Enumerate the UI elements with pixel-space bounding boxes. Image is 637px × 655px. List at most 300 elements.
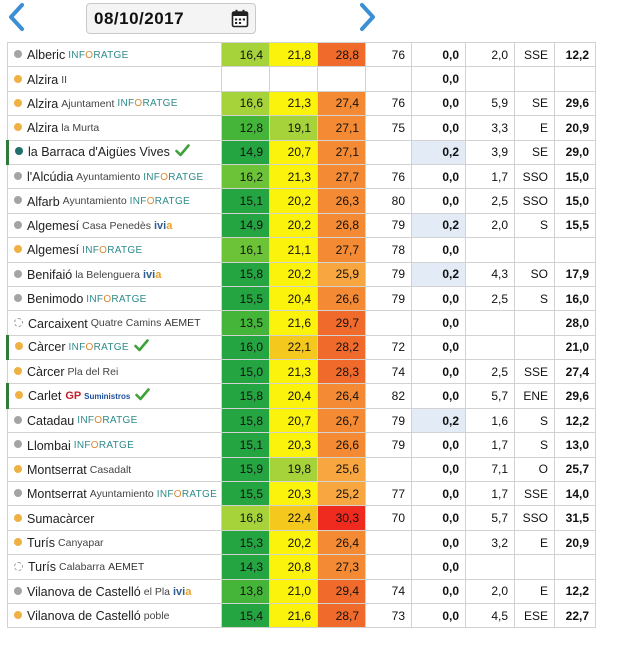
- tmin-cell: 15,1: [222, 189, 270, 213]
- wind-direction-cell: SSO: [515, 189, 555, 213]
- inforatge-logo: INFORATGE: [129, 195, 190, 207]
- tmin-cell: 14,3: [222, 555, 270, 579]
- wind-direction-cell: O: [515, 457, 555, 481]
- wind-gust-cell: 31,5: [555, 506, 596, 530]
- station-location: Casadalt: [89, 463, 132, 476]
- stations-table: [6, 42, 596, 628]
- tmin-cell: 15,3: [222, 530, 270, 554]
- station-name-cell[interactable]: [8, 555, 222, 579]
- wind-direction-cell: SSE: [515, 360, 555, 384]
- wind-direction-cell: SE: [515, 91, 555, 115]
- ivia-logo: ivia: [173, 585, 192, 598]
- table-row[interactable]: [8, 506, 596, 530]
- humidity-cell: 73: [366, 603, 412, 627]
- wind-speed-cell: 5,7: [466, 506, 515, 530]
- wind-speed-cell: 2,5: [466, 360, 515, 384]
- rain-cell: 0,0: [412, 91, 466, 115]
- wind-speed-cell: 2,5: [466, 189, 515, 213]
- station-name: Turís: [27, 535, 56, 550]
- tmax-cell: 29,4: [318, 579, 366, 603]
- status-dot-icon: [15, 342, 23, 350]
- station-name: Turís: [28, 560, 57, 575]
- tavg-cell: 20,4: [270, 286, 318, 310]
- station-name-cell[interactable]: [8, 189, 222, 213]
- humidity-cell: 78: [366, 238, 412, 262]
- station-location: el Pla: [143, 585, 170, 598]
- humidity-cell: 79: [366, 286, 412, 310]
- wind-speed-cell: 5,7: [466, 384, 515, 408]
- wind-speed-cell: 3,2: [466, 530, 515, 554]
- rain-cell: 0,2: [412, 262, 466, 286]
- rain-cell: 0,2: [412, 140, 466, 164]
- status-dot-icon: [14, 562, 23, 571]
- rain-cell: 0,0: [412, 603, 466, 627]
- station-name-cell[interactable]: [8, 140, 222, 164]
- tmin-cell: 13,5: [222, 311, 270, 335]
- station-name-cell[interactable]: [8, 335, 222, 359]
- tavg-cell: [270, 67, 318, 91]
- station-name: Vilanova de Castelló: [27, 609, 141, 624]
- wind-gust-cell: 20,9: [555, 530, 596, 554]
- tmin-cell: 13,8: [222, 579, 270, 603]
- wind-speed-cell: [466, 67, 515, 91]
- station-name: Llombai: [27, 438, 71, 453]
- wind-gust-cell: 20,9: [555, 116, 596, 140]
- wind-speed-cell: 1,7: [466, 433, 515, 457]
- station-name-cell[interactable]: [8, 579, 222, 603]
- station-name-cell[interactable]: [8, 213, 222, 237]
- station-name-cell[interactable]: [8, 91, 222, 115]
- date-value: 08/10/2017: [94, 8, 185, 28]
- wind-direction-cell: [515, 238, 555, 262]
- status-dot-icon: [14, 587, 22, 595]
- table-row[interactable]: [8, 457, 596, 481]
- tavg-cell: 21,3: [270, 164, 318, 188]
- wind-direction-cell: E: [515, 116, 555, 140]
- table-row[interactable]: [8, 91, 596, 115]
- tmax-cell: 28,8: [318, 43, 366, 67]
- ivia-logo: ivia: [143, 268, 162, 281]
- wind-speed-cell: 1,7: [466, 482, 515, 506]
- wind-gust-cell: 15,0: [555, 164, 596, 188]
- humidity-cell: 77: [366, 482, 412, 506]
- station-name-cell[interactable]: [8, 603, 222, 627]
- wind-speed-cell: 3,3: [466, 116, 515, 140]
- date-toolbar: [0, 0, 637, 40]
- wind-direction-cell: [515, 311, 555, 335]
- table-row[interactable]: [8, 43, 596, 67]
- rain-cell: 0,0: [412, 238, 466, 262]
- tmin-cell: 15,8: [222, 408, 270, 432]
- tavg-cell: 22,1: [270, 335, 318, 359]
- status-dot-icon: [14, 50, 22, 58]
- humidity-cell: 70: [366, 506, 412, 530]
- tmin-cell: 15,0: [222, 360, 270, 384]
- table-row[interactable]: [8, 238, 596, 262]
- wind-direction-cell: SE: [515, 140, 555, 164]
- wind-gust-cell: 13,0: [555, 433, 596, 457]
- station-location: Canyapar: [58, 536, 104, 549]
- wind-direction-cell: S: [515, 213, 555, 237]
- tavg-cell: 19,1: [270, 116, 318, 140]
- tmin-cell: 16,4: [222, 43, 270, 67]
- tavg-cell: 20,8: [270, 555, 318, 579]
- station-name-cell[interactable]: [8, 311, 222, 335]
- status-dot-icon: [14, 196, 22, 204]
- humidity-cell: [366, 457, 412, 481]
- check-icon: [134, 339, 149, 355]
- tavg-cell: 21,1: [270, 238, 318, 262]
- station-name-cell[interactable]: [8, 116, 222, 140]
- tmax-cell: 26,4: [318, 530, 366, 554]
- tavg-cell: 20,7: [270, 408, 318, 432]
- table-row[interactable]: [8, 603, 596, 627]
- next-day-button[interactable]: [354, 2, 380, 32]
- inforatge-logo: INFORATGE: [68, 49, 129, 61]
- station-name-cell[interactable]: [8, 262, 222, 286]
- wind-direction-cell: SO: [515, 262, 555, 286]
- status-dot-icon: [14, 416, 22, 424]
- wind-gust-cell: [555, 555, 596, 579]
- wind-direction-cell: ENE: [515, 384, 555, 408]
- rain-cell: 0,0: [412, 164, 466, 188]
- chevron-left-icon: [7, 2, 27, 32]
- humidity-cell: 79: [366, 408, 412, 432]
- status-dot-icon: [14, 123, 22, 131]
- wind-speed-cell: 4,5: [466, 603, 515, 627]
- wind-gust-cell: 15,0: [555, 189, 596, 213]
- wind-speed-cell: [466, 311, 515, 335]
- calendar-icon[interactable]: [231, 9, 249, 33]
- tmin-cell: 15,1: [222, 433, 270, 457]
- humidity-cell: 76: [366, 43, 412, 67]
- wind-speed-cell: 2,0: [466, 579, 515, 603]
- previous-day-button[interactable]: [4, 2, 30, 32]
- aemet-logo: AEMET: [108, 561, 145, 574]
- station-name-cell[interactable]: [8, 164, 222, 188]
- station-name: Montserrat: [27, 462, 87, 477]
- wind-direction-cell: [515, 555, 555, 579]
- station-name: Benimodo: [27, 292, 84, 307]
- inforatge-logo: INFORATGE: [156, 488, 218, 500]
- status-dot-icon: [14, 489, 22, 497]
- tmin-cell: 15,9: [222, 457, 270, 481]
- wind-gust-cell: 27,4: [555, 360, 596, 384]
- wind-speed-cell: 1,7: [466, 164, 515, 188]
- station-name-cell[interactable]: [8, 67, 222, 91]
- rain-cell: 0,0: [412, 335, 466, 359]
- tmax-cell: 29,7: [318, 311, 366, 335]
- station-name: Vilanova de Castelló: [27, 584, 141, 599]
- humidity-cell: [366, 530, 412, 554]
- rain-cell: 0,0: [412, 482, 466, 506]
- rain-cell: 0,0: [412, 384, 466, 408]
- station-name-cell[interactable]: [8, 408, 222, 432]
- humidity-cell: 79: [366, 213, 412, 237]
- table-row[interactable]: [8, 482, 596, 506]
- tmin-cell: 14,9: [222, 140, 270, 164]
- wind-gust-cell: [555, 67, 596, 91]
- tavg-cell: 22,4: [270, 506, 318, 530]
- station-location: II: [61, 73, 68, 86]
- wind-direction-cell: [515, 67, 555, 91]
- tmin-cell: 16,1: [222, 238, 270, 262]
- wind-direction-cell: S: [515, 286, 555, 310]
- tmax-cell: 27,1: [318, 140, 366, 164]
- station-location: Ayuntamiento: [76, 171, 141, 184]
- wind-gust-cell: 28,0: [555, 311, 596, 335]
- tmax-cell: 25,2: [318, 482, 366, 506]
- table-row[interactable]: [8, 555, 596, 579]
- station-name-cell[interactable]: [8, 506, 222, 530]
- inforatge-logo: INFORATGE: [117, 98, 178, 110]
- tavg-cell: 20,2: [270, 189, 318, 213]
- station-location: Ayuntamiento: [62, 195, 127, 208]
- wind-speed-cell: [466, 335, 515, 359]
- aemet-logo: AEMET: [164, 317, 201, 330]
- check-icon: [175, 144, 190, 160]
- station-name: Alzira: [27, 72, 59, 87]
- inforatge-logo: INFORATGE: [82, 244, 143, 256]
- tmin-cell: 14,9: [222, 213, 270, 237]
- tmax-cell: 26,3: [318, 189, 366, 213]
- tmin-cell: 12,8: [222, 116, 270, 140]
- wind-speed-cell: 2,0: [466, 213, 515, 237]
- station-location: la Belenguera: [75, 268, 140, 281]
- humidity-cell: 76: [366, 164, 412, 188]
- status-dot-icon: [14, 172, 22, 180]
- tmax-cell: 28,2: [318, 335, 366, 359]
- inforatge-logo: INFORATGE: [143, 171, 204, 183]
- status-dot-icon: [14, 514, 22, 522]
- station-name: Càrcer: [28, 340, 66, 355]
- station-name-cell[interactable]: [8, 238, 222, 262]
- table-row[interactable]: [8, 530, 596, 554]
- station-location: poble: [143, 610, 170, 623]
- tmin-cell: 16,2: [222, 164, 270, 188]
- table-row[interactable]: [8, 213, 596, 237]
- tavg-cell: 19,8: [270, 457, 318, 481]
- rain-cell: 0,0: [412, 360, 466, 384]
- wind-gust-cell: 15,5: [555, 213, 596, 237]
- station-name: Alfarb: [27, 194, 60, 209]
- table-row[interactable]: [8, 164, 596, 188]
- tavg-cell: 20,2: [270, 530, 318, 554]
- station-name: Alzira: [27, 121, 59, 136]
- wind-gust-cell: 21,0: [555, 335, 596, 359]
- wind-direction-cell: SSE: [515, 482, 555, 506]
- table-row[interactable]: [8, 360, 596, 384]
- gp-suministros-logo: GP Suministros: [65, 390, 131, 403]
- tavg-cell: 20,3: [270, 482, 318, 506]
- tmax-cell: 28,7: [318, 603, 366, 627]
- station-name-cell[interactable]: [8, 482, 222, 506]
- wind-speed-cell: 4,3: [466, 262, 515, 286]
- station-name: Alzira: [27, 96, 59, 111]
- humidity-cell: 80: [366, 189, 412, 213]
- status-dot-icon: [14, 99, 22, 107]
- humidity-cell: 79: [366, 262, 412, 286]
- tmin-cell: 15,8: [222, 262, 270, 286]
- table-row[interactable]: [8, 433, 596, 457]
- station-name: la Barraca d'Aigües Vives: [28, 145, 170, 160]
- tmax-cell: 28,3: [318, 360, 366, 384]
- wind-gust-cell: 17,9: [555, 262, 596, 286]
- station-name-cell[interactable]: [8, 360, 222, 384]
- wind-gust-cell: 29,6: [555, 384, 596, 408]
- ivia-logo: ivia: [154, 219, 173, 232]
- tmax-cell: 26,8: [318, 213, 366, 237]
- tavg-cell: 21,3: [270, 360, 318, 384]
- station-location: la Murta: [61, 122, 100, 135]
- table-row[interactable]: [8, 140, 596, 164]
- humidity-cell: 76: [366, 91, 412, 115]
- station-name: Alberic: [27, 48, 66, 63]
- wind-direction-cell: S: [515, 433, 555, 457]
- station-name: Catadau: [27, 413, 75, 428]
- table-row[interactable]: [8, 116, 596, 140]
- inforatge-logo: INFORATGE: [68, 341, 129, 353]
- inforatge-logo: INFORATGE: [77, 415, 138, 427]
- status-dot-icon: [14, 538, 22, 546]
- status-dot-icon: [14, 367, 22, 375]
- table-row[interactable]: [8, 335, 596, 359]
- tmax-cell: 25,6: [318, 457, 366, 481]
- table-row[interactable]: [8, 189, 596, 213]
- tmax-cell: 27,1: [318, 116, 366, 140]
- rain-cell: 0,0: [412, 311, 466, 335]
- status-dot-icon: [15, 147, 23, 155]
- tmax-cell: 26,4: [318, 384, 366, 408]
- humidity-cell: [366, 311, 412, 335]
- wind-direction-cell: E: [515, 530, 555, 554]
- tmax-cell: 26,6: [318, 433, 366, 457]
- rain-cell: 0,0: [412, 530, 466, 554]
- wind-gust-cell: [555, 238, 596, 262]
- wind-speed-cell: [466, 555, 515, 579]
- table-row[interactable]: [8, 579, 596, 603]
- wind-direction-cell: ESE: [515, 603, 555, 627]
- table-row[interactable]: [8, 67, 596, 91]
- wind-speed-cell: 1,6: [466, 408, 515, 432]
- status-dot-icon: [14, 75, 22, 83]
- rain-cell: 0,0: [412, 579, 466, 603]
- tmin-cell: 15,8: [222, 384, 270, 408]
- humidity-cell: [366, 555, 412, 579]
- tmax-cell: 27,7: [318, 164, 366, 188]
- wind-speed-cell: 2,5: [466, 286, 515, 310]
- table-row[interactable]: [8, 408, 596, 432]
- status-dot-icon: [15, 391, 23, 399]
- humidity-cell: 74: [366, 579, 412, 603]
- wind-gust-cell: 12,2: [555, 43, 596, 67]
- table-row[interactable]: [8, 262, 596, 286]
- wind-gust-cell: 16,0: [555, 286, 596, 310]
- station-name: Montserrat: [27, 487, 87, 502]
- wind-speed-cell: 3,9: [466, 140, 515, 164]
- wind-gust-cell: 12,2: [555, 408, 596, 432]
- rain-cell: 0,0: [412, 67, 466, 91]
- tmin-cell: 16,8: [222, 506, 270, 530]
- rain-cell: 0,0: [412, 506, 466, 530]
- tmax-cell: 25,9: [318, 262, 366, 286]
- tavg-cell: 20,7: [270, 140, 318, 164]
- rain-cell: 0,0: [412, 555, 466, 579]
- wind-speed-cell: 7,1: [466, 457, 515, 481]
- station-name: Benifaió: [27, 267, 73, 282]
- table-row[interactable]: [8, 384, 596, 408]
- station-name: Càrcer: [27, 365, 65, 380]
- wind-speed-cell: 2,0: [466, 43, 515, 67]
- station-name: Algemesí: [27, 218, 80, 233]
- tmin-cell: [222, 67, 270, 91]
- tmin-cell: 16,0: [222, 335, 270, 359]
- humidity-cell: 74: [366, 360, 412, 384]
- station-name: Algemesí: [27, 243, 80, 258]
- rain-cell: 0,0: [412, 286, 466, 310]
- status-dot-icon: [14, 294, 22, 302]
- humidity-cell: 75: [366, 116, 412, 140]
- station-name-cell[interactable]: [8, 433, 222, 457]
- rain-cell: 0,2: [412, 213, 466, 237]
- station-name-cell[interactable]: [8, 384, 222, 408]
- station-name-cell[interactable]: [8, 530, 222, 554]
- wind-direction-cell: SSE: [515, 43, 555, 67]
- tmax-cell: 26,6: [318, 286, 366, 310]
- wind-speed-cell: [466, 238, 515, 262]
- wind-direction-cell: E: [515, 579, 555, 603]
- tmax-cell: [318, 67, 366, 91]
- station-name-cell[interactable]: [8, 43, 222, 67]
- table-row[interactable]: [8, 286, 596, 310]
- wind-direction-cell: SSO: [515, 506, 555, 530]
- station-name-cell[interactable]: [8, 286, 222, 310]
- tavg-cell: 21,8: [270, 43, 318, 67]
- station-location: Ajuntament: [61, 97, 115, 110]
- station-location: Ayuntamiento: [89, 488, 154, 501]
- table-row[interactable]: [8, 311, 596, 335]
- wind-gust-cell: 25,7: [555, 457, 596, 481]
- wind-direction-cell: [515, 335, 555, 359]
- tmax-cell: 26,7: [318, 408, 366, 432]
- inforatge-logo: INFORATGE: [73, 439, 135, 451]
- tmax-cell: 27,7: [318, 238, 366, 262]
- wind-direction-cell: S: [515, 408, 555, 432]
- station-name: Carlet: [28, 389, 62, 404]
- status-dot-icon: [14, 270, 22, 278]
- date-field[interactable]: [86, 3, 256, 34]
- station-name: Sumacàrcer: [27, 511, 95, 526]
- station-name-cell[interactable]: [8, 457, 222, 481]
- humidity-cell: 72: [366, 335, 412, 359]
- wind-gust-cell: 14,0: [555, 482, 596, 506]
- tavg-cell: 21,6: [270, 603, 318, 627]
- wind-speed-cell: 5,9: [466, 91, 515, 115]
- status-dot-icon: [14, 318, 23, 327]
- rain-cell: 0,0: [412, 43, 466, 67]
- station-location: Pla del Rei: [67, 366, 119, 379]
- station-name: l'Alcúdia: [27, 170, 74, 185]
- status-dot-icon: [14, 465, 22, 473]
- wind-gust-cell: 12,2: [555, 579, 596, 603]
- tmin-cell: 15,4: [222, 603, 270, 627]
- tavg-cell: 21,3: [270, 91, 318, 115]
- wind-gust-cell: 29,6: [555, 91, 596, 115]
- tmax-cell: 30,3: [318, 506, 366, 530]
- humidity-cell: 82: [366, 384, 412, 408]
- status-dot-icon: [14, 221, 22, 229]
- tavg-cell: 20,2: [270, 213, 318, 237]
